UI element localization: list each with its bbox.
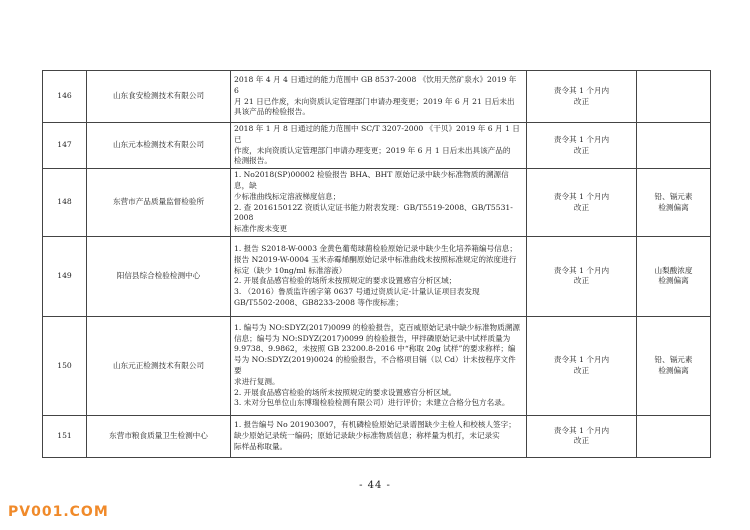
table-row (43, 236, 711, 316)
handling-measure: 责令其 1 个月内 改正 (527, 169, 637, 237)
row-number: 146 (43, 71, 87, 123)
handling-measure: 责令其 1 个月内 改正 (527, 236, 637, 316)
table-row (43, 123, 711, 169)
institution-name: 东营市产品质量监督检验所 (87, 169, 231, 237)
problem-details: 1. 报告 S2018-W-0003 金黄色葡萄球菌检验原始记录中缺少生化培养箱编号信息； 报告 N2019-W-0004 玉米赤霉烯酮原始记录中标准曲线未按照标准规定的浓度进行 标定（缺少 10ng/ml 标准溶液） 2. 开展食品感官检验的场所未按照规定的要求设置感官分析区域； 3. （2016）鲁质监许函字第 0637 号通过资质认定-计量认证项目表发现 GB/T5502-2008、GB8233-2008 等作废标准； (231, 236, 527, 316)
remark (637, 71, 711, 123)
page-number: - 44 - (359, 480, 391, 491)
institution-name: 山东食安检测技术有限公司 (87, 71, 231, 123)
problem-details: 1. 编号为 NO:SDYZ(2017)0099 的检验报告，克百威原始记录中缺少标准物质溯源 信息；编号为 NO:SDYZ(2017)0099 的检验报告，甲拌磷原始记录中试样质量为 9.9738、9.9862，未按照 GB 23200.8-2016 中“称取 20g 试样”的要求称样；编 号为 NO:SDYZ(2019)0024 的检验报告，不合格项目镉（以 Cd）计未按程序文件要 求进行复测。 2. 开展食品感官检验的场所未按照规定的要求设置感官分析区域。 3. 未对分包单位山东博瑞检验检测有限公司）进行评价；未建立合格分包方名录。 (231, 316, 527, 415)
remark: 铅、镉元素 检测偏离 (637, 316, 711, 415)
row-number: 147 (43, 123, 87, 169)
handling-measure: 责令其 1 个月内 改正 (527, 415, 637, 457)
row-number: 151 (43, 415, 87, 457)
institution-name: 东营市粮食质量卫生检测中心 (87, 415, 231, 457)
problem-details: 2018 年 1 月 8 日通过的能力范围中 SC/T 3207-2000 《干贝》2019 年 6 月 1 日已 作废，未向资质认定管理部门申请办理变更；2019 年 6 月 1 日后未出具该产品的 检测报告。 (231, 123, 527, 169)
institution-name: 山东元本检测技术有限公司 (87, 123, 231, 169)
inspection-table (42, 70, 711, 458)
table-row (43, 169, 711, 237)
row-number: 150 (43, 316, 87, 415)
row-number: 148 (43, 169, 87, 237)
row-number: 149 (43, 236, 87, 316)
remark (637, 415, 711, 457)
table-row (43, 71, 711, 123)
institution-name: 山东元正检测技术有限公司 (87, 316, 231, 415)
handling-measure: 责令其 1 个月内 改正 (527, 123, 637, 169)
problem-details: 2018 年 4 月 4 日通过的能力范围中 GB 8537-2008 《饮用天然矿泉水》2019 年 6 月 21 日已作废，未向资质认定管理部门申请办理变更；2019 年 6 月 21 日后未出 具该产品的检验报告。 (231, 71, 527, 123)
remark (637, 123, 711, 169)
handling-measure: 责令其 1 个月内 改正 (527, 316, 637, 415)
institution-name: 阳信县综合检验检测中心 (87, 236, 231, 316)
handling-measure: 责令其 1 个月内 改正 (527, 71, 637, 123)
watermark: PV001.COM (8, 504, 109, 520)
remark: 铅、镉元素 检测偏离 (637, 169, 711, 237)
problem-details: 1. 报告编号 No 201903007，有机磷检验原始记录谱图缺少主检人和校核人签字； 缺少原始记录统一编码；原始记录缺少标准物质信息；称样量为机打，未记录实 际样品称取量。 (231, 415, 527, 457)
table-row (43, 316, 711, 415)
remark: 山梨酸浓度 检测偏离 (637, 236, 711, 316)
problem-details: 1. No2018(SP)00002 检验报告 BHA、BHT 原始记录中缺少标准物质的溯源信息，缺 少标准曲线标定溶液梯度信息； 2. 查 201615012Z 资质认定证书能力附表发现：GB/T5519-2008、GB/T5531-2008 标准作废未变更 (231, 169, 527, 237)
table-row (43, 415, 711, 457)
